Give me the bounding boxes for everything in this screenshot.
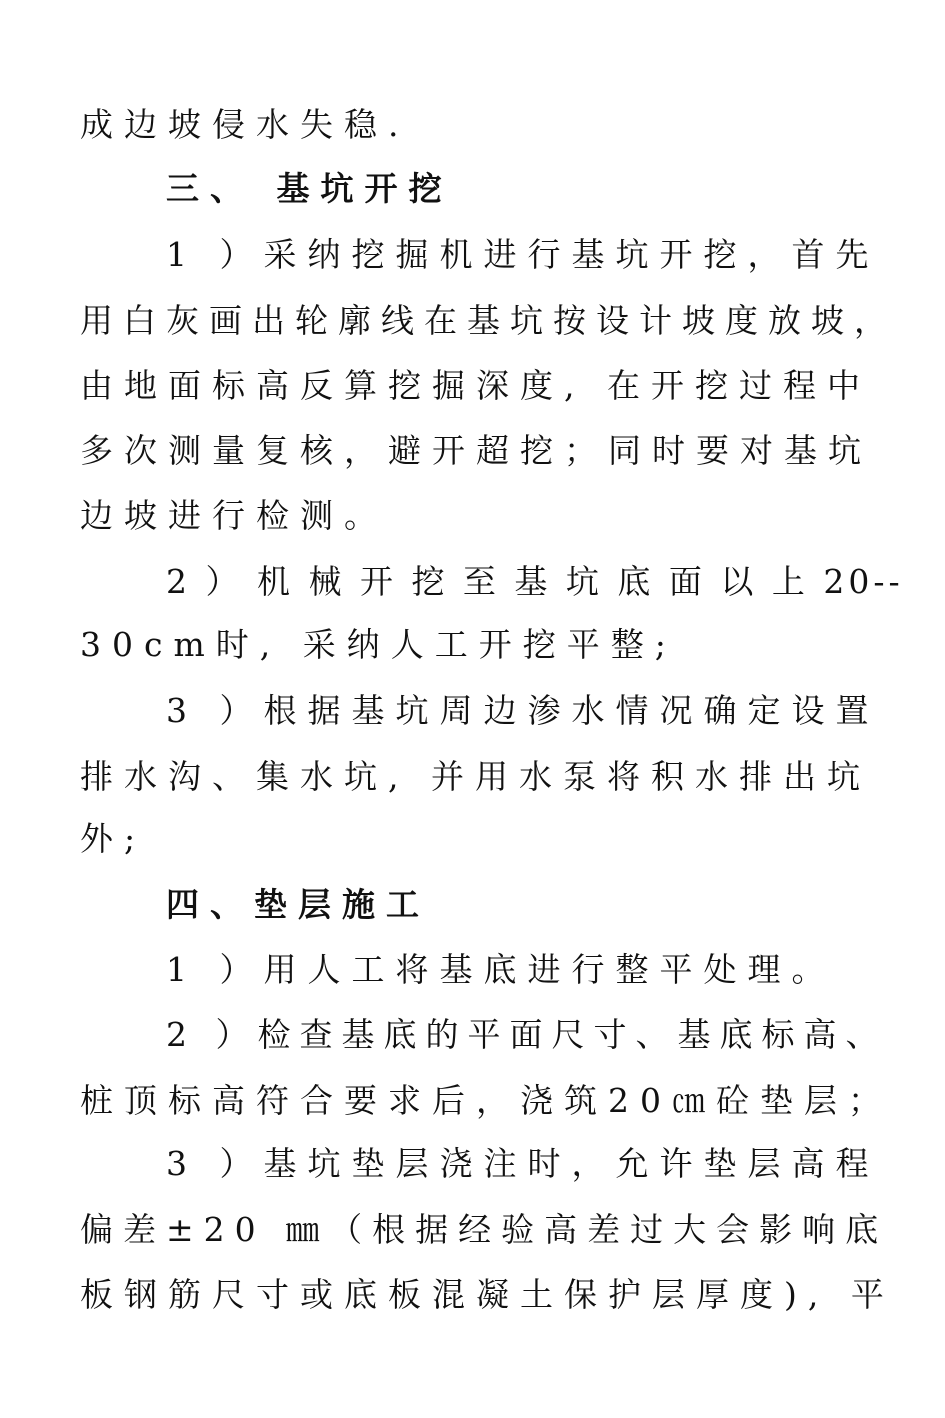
text-line: 排水沟、集水坑, 并用水泵将积水排出坑 bbox=[80, 757, 871, 796]
text-line: 边坡进行检测。 bbox=[80, 496, 388, 535]
section-heading: 三、 基坑开挖 bbox=[166, 169, 453, 208]
text-line: 由地面标高反算挖掘深度, 在开挖过程中 bbox=[80, 366, 871, 405]
text-line: 3 ）基坑垫层浇注时，允许垫层高程 bbox=[166, 1144, 880, 1183]
text-line: 板钢筋尺寸或底板混凝土保护层厚度), 平 bbox=[80, 1275, 895, 1314]
text-line: 成边坡侵水失稳. bbox=[80, 105, 410, 144]
text-line: 1 ）采纳挖掘机进行基坑开挖，首先 bbox=[166, 235, 880, 274]
text-line: 桩顶标高符合要求后，浇筑20㎝砼垫层； bbox=[80, 1081, 892, 1120]
text-line: 用白灰画出轮廓线在基坑按设计坡度放坡， bbox=[80, 301, 897, 340]
text-line: 外; bbox=[80, 819, 147, 858]
text-line: 2 ） 机 械 开 挖 至 基 坑 底 面 以 上 20-- bbox=[166, 562, 904, 601]
text-line: 1 ）用人工将基底进行整平处理。 bbox=[166, 950, 836, 989]
text-line: 偏差±20 ㎜（根据经验高差过大会影响底 bbox=[80, 1210, 889, 1249]
text-line: 2 ）检查基底的平面尺寸、基底标高、 bbox=[166, 1015, 888, 1054]
text-line: 多次测量复核，避开超挖；同时要对基坑 bbox=[80, 431, 872, 470]
text-line: 30cm时, 采纳人工开挖平整; bbox=[80, 625, 677, 664]
text-line: 3 ）根据基坑周边渗水情况确定设置 bbox=[166, 691, 880, 730]
section-heading: 四、垫层施工 bbox=[166, 885, 430, 924]
